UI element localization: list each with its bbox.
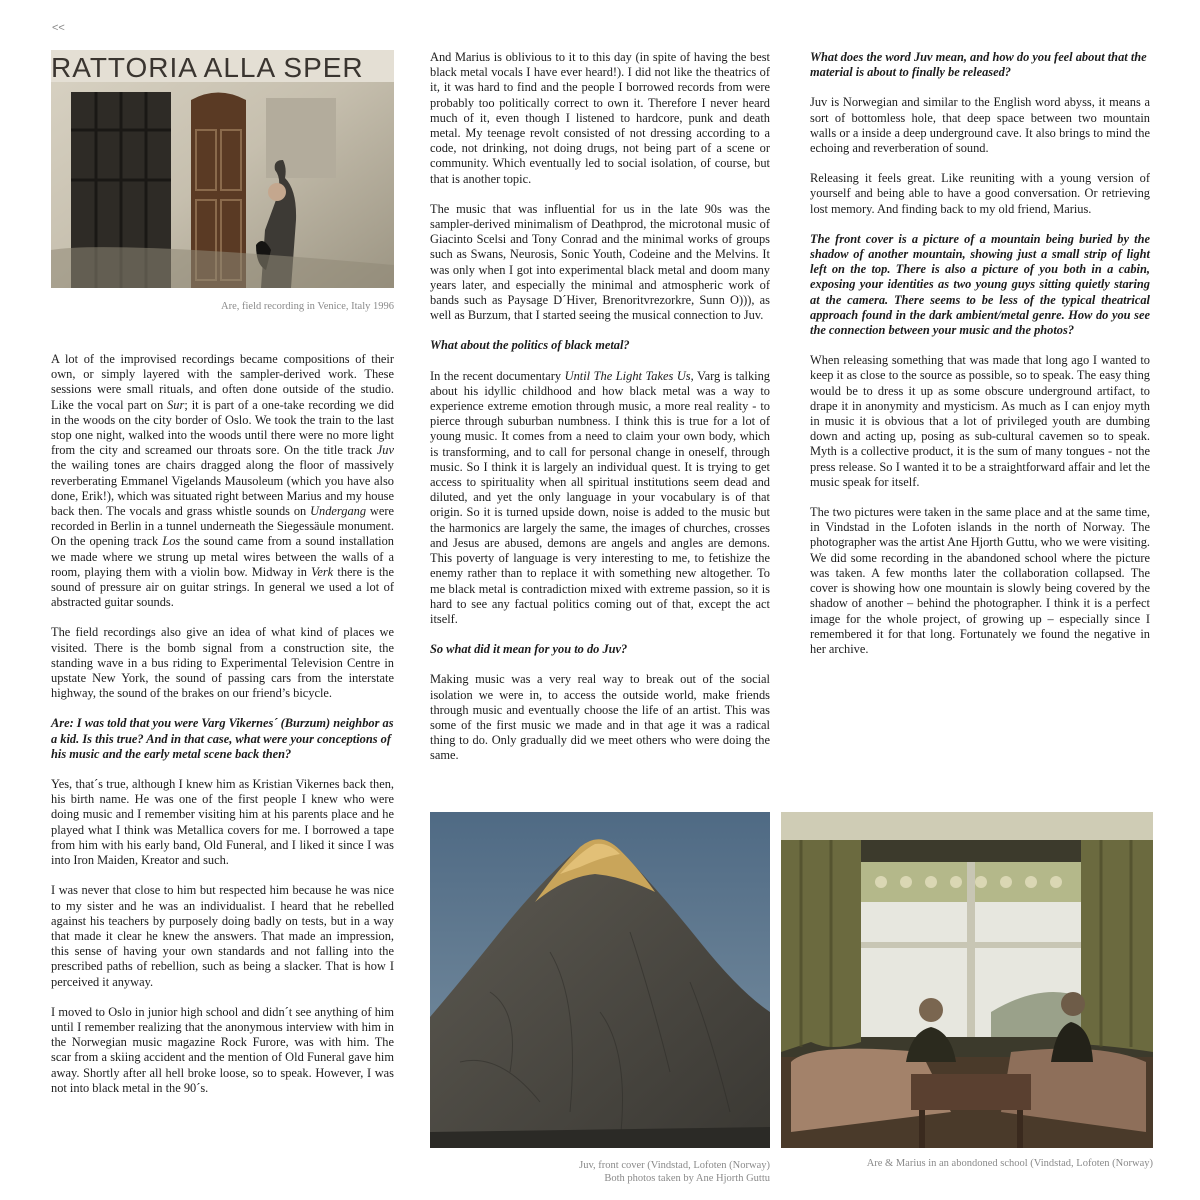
col1-paragraph-5: I moved to Oslo in junior high school and didn´t see anything of him until I remember realizing that the anonymous interview with him in the Norwegian music magazine Rock Furore, was with him. The scar from a skiing accident and the mention of Old Funeral gave him away. Shortly after all hell broke loose, so to speak. However, I was not into black metal in the 90´s. xyxy=(51,1004,394,1095)
track-title: Verk xyxy=(311,564,334,579)
track-title: Undergang xyxy=(310,504,367,519)
col1-paragraph-2: The field recordings also give an idea of what kind of places we visited. There is the bomb signal from a construction site, the standing wave in a bus riding to Experimental Television Centre in upstate New York, the sound of passing cars from the interstate highway, the sound of the brakes on our friend’s bicycle. xyxy=(51,625,394,701)
venice-photo xyxy=(51,50,394,288)
track-title: Sur xyxy=(167,397,185,412)
column-3 xyxy=(810,50,1150,672)
mountain-caption-line-2: Both photos taken by Ane Hjorth Guttu xyxy=(604,1173,770,1184)
text-span: the sound came from a sound installation we made where we strung up metal wires between the walls of a room, playing them with a violin bow. Midway in xyxy=(51,534,395,579)
col2-paragraph-3 xyxy=(430,369,770,627)
column-1 xyxy=(51,352,394,1111)
cabin-photo xyxy=(781,812,1153,1148)
col1-paragraph-3: Yes, that´s true, although I knew him as Kristian Vikernes back then, his birth name. He was one of the first people I knew who were doing music and I remember visiting him at his parents place and he played what I think was Metallica covers for me. I borrowed a tape from him with his early band, Old Funeral, and I liked it since I was into Iron Maiden, Kreator and such. xyxy=(51,777,394,868)
mountain-photo xyxy=(430,812,770,1148)
back-link[interactable]: << xyxy=(52,22,65,34)
interview-question-3: So what did it mean for you to do Juv? xyxy=(430,642,628,657)
text-span: In the recent documentary xyxy=(430,368,565,383)
column-2 xyxy=(430,50,770,779)
track-title: Juv xyxy=(376,443,394,458)
venice-caption: Are, field recording in Venice, Italy 1996 xyxy=(221,301,394,312)
film-title: Until The Light Takes Us xyxy=(564,368,691,383)
text-span: the wailing tones are chairs dragged along the floor of massively reverberating Emmanel Vigelands Mausoleum (which you have also done, Erik!), which was situated right between Marius and my house back then. The vocals and grass whistle sounds on xyxy=(51,458,394,519)
col3-paragraph-3: When releasing something that was made that long ago I wanted to keep it as close to the source as possible, so to speak. The easy thing would be to dress it up as some obscure underground artifact, to drape it in anonymity and mysticism. As much as I can enjoy myth in music it is obvious that a lot of privileged youth are dumbing down and acting up, posing as sub-cultural cavemen so to speak. Myth is a collective product, it is the sum of many tongues - not the press release. So I wanted it to be a straightforward affair and let the music speak for itself. xyxy=(810,353,1150,489)
track-title: Los xyxy=(162,534,181,549)
text-span: ; it is part of a one-take recording we did in the woods on the city border of Oslo. We took the train to the last stop one night, walked into the woods until there were no more light from the city and screamed our throats sore. On the title track xyxy=(51,397,394,458)
mountain-caption-line-1: Juv, front cover (Vindstad, Lofoten (Norway) xyxy=(579,1160,770,1171)
interview-question-1: Are: I was told that you were Varg Vikernes´ (Burzum) neighbor as a kid. Is this true? And in that case, what were your conceptions of his music and the early metal scene back then? xyxy=(51,716,394,761)
venice-sign: RATTORIA ALLA SPER xyxy=(51,52,364,83)
mountain-caption xyxy=(430,1159,770,1185)
col3-paragraph-2: Releasing it feels great. Like reuniting with a young version of yourself and being able to have a good conversation. Or retrieving lost memory. And finding back to my old friend, Marius. xyxy=(810,171,1150,216)
interview-question-2: What about the politics of black metal? xyxy=(430,338,630,353)
text-span: there is the sound of pressure air on guitar strings. In general we used a lot of abstracted guitar sounds. xyxy=(51,564,394,610)
col3-paragraph-1: Juv is Norwegian and similar to the English word abyss, it means a sort of bottomless hole, that deep space between two mountain walls or a inside a deep underground cave. It also brings to mind the echoing and reverberation of sound. xyxy=(810,95,1150,156)
text-span: A lot of the improvised recordings became compositions of their own, or simply layered with the sampler-derived work. These sessions were small rituals, and often done outside of the studio. Like the vocal part on xyxy=(51,352,394,412)
text-span: , Varg is talking about his idyllic childhood and how black metal was a way to experience extreme emotion through music, a more real reality - to pierce through suburban numbness. I think this is true for a lot of young music. It comes from a need to claim your own body, which is transforming, and to call for personal change in oneself, through music. So I think it is largely an individual quest. It is trying to get access to spirituality when all spiritual institutions seem dead and diluted, and yet the only language in your vocabulary is of that origin. So it is turned upside down, noise is added to the music but the harmonics are largely the same, the images of churches, crosses and Jesus are abused, demons are angels and angles are demons. This poverty of language is very interesting to me, to fetishize the enemy rather than to replace it with something new altogether. To me black metal is contradiction mixed with extreme passion, so it is hard to see any factual politics coming out of that, except the act itself. xyxy=(430,368,770,626)
col2-paragraph-1: And Marius is oblivious to it to this day (in spite of having the best black metal vocals I have ever heard!). I did not like the theatrics of it, it was hard to find and the people I borrowed records from were probably too politically correct to own it. Therefore I never heard much of it, even though I listened to hardcore, punk and death metal. My teenage revolt consisted of not dressing according to a code, not drinking, not doing drugs, not being part of a scene or community. Which eventually led to social isolation, of course, but that is another topic. xyxy=(430,50,770,186)
text-span: were recorded in Berlin in a tunnel underneath the Siegessäule monument. On the opening track xyxy=(51,504,394,549)
col3-paragraph-4: The two pictures were taken in the same place and at the same time, in Vindstad in the Lofoten islands in the north of Norway. The photographer was the artist Ane Hjorth Guttu, who we were visiting. We did some recording in the abandoned school where the picture was taken. A few months later the collaboration collapsed. The cover is showing how one mountain is slowly being covered by the shadow of another – behind the photographer. I think it is a perfect image for the whole project, of growing up – especially since I remembered it for that long. Fortunately we found the negative in her archive. xyxy=(810,505,1150,656)
cabin-caption: Are & Marius in an abondoned school (Vindstad, Lofoten (Norway) xyxy=(866,1158,1153,1169)
col1-paragraph-4: I was never that close to him but respected him because he was nice to my sister and he was an individualist. I heard that he rebelled against his teachers by purposely doing badly on tests, but in a way that made it clear he knew the answers. That made an impression, this sense of having your own standards and not falling into the prescribed paths of rebellion, such as being a slacker. That is how I perceived it anyway. xyxy=(51,883,394,989)
col1-paragraph-1 xyxy=(51,352,394,610)
col2-paragraph-2: The music that was influential for us in the late 90s was the sampler-derived minimalism of Deathprod, the microtonal music of Giacinto Scelsi and Tony Conrad and the minimal works of groups such as Swans, Neurosis, Sonic Youth, Codeine and the Melvins. It was only when I got into experimental black metal and doom many years later, and especially the minimal and atmospheric work of bands such as Paysage D´Hiver, Brenoritvrezorkre, Sunn O))), as well as Burzum, that I started seeing the musical connection to Juv. xyxy=(430,201,770,323)
interview-question-4: What does the word Juv mean, and how do you feel about that the material is about to finally be released? xyxy=(810,50,1147,80)
col2-paragraph-4: Making music was a very real way to break out of the social isolation we were in, to access the outside world, make friends through music and eventually choose the life of an artist. This was some of the first music we made and in that age it was a radical thing to do. Only gradually did we meet others who were doing the same. xyxy=(430,672,770,763)
interview-question-5: The front cover is a picture of a mountain being buried by the shadow of another mountain, showing just a small strip of light left on the top. There is also a picture of you both in a cabin, exposing your identities as two young guys sitting quietly staring at the camera. There seems to be less of the typical theatrical approach found in the dark ambient/metal genre. How do you see the connection between your music and the photos? xyxy=(810,231,1150,338)
